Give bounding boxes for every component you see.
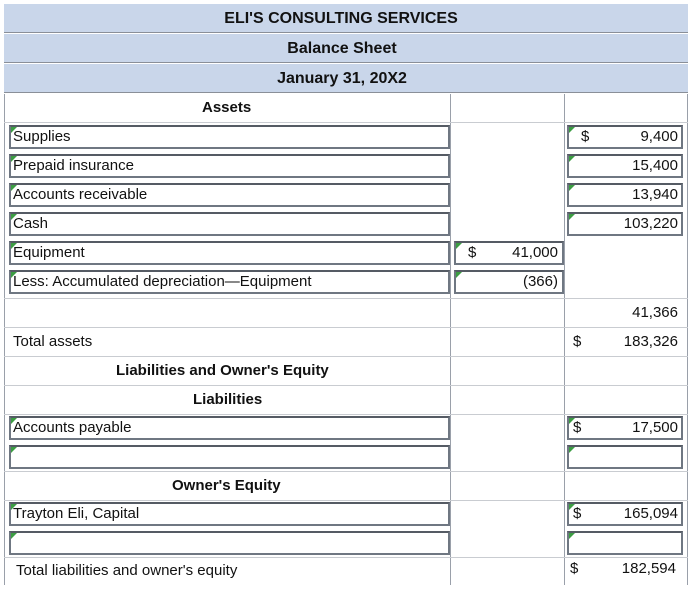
grid-line (687, 94, 688, 585)
total-assets-label: Total assets (13, 333, 93, 350)
header-company-row (4, 4, 688, 33)
supplies-amount: 9,400 (640, 128, 678, 145)
supplies-label-field[interactable] (9, 125, 450, 149)
liabilities-heading: Liabilities (193, 391, 263, 408)
total-assets-dollar-sign: $ (573, 333, 582, 350)
empty-liability-amount-field[interactable] (567, 445, 683, 469)
assets-heading: Assets (202, 99, 252, 116)
grid-line (4, 471, 688, 472)
capital-amount: 165,094 (623, 505, 678, 522)
prepaid-insurance-amount: 15,400 (632, 157, 678, 174)
accounts-receivable-label: Accounts receivable (13, 186, 148, 203)
grid-line (4, 94, 5, 585)
total-liabilities-equity-amount: 182,594 (621, 560, 676, 577)
prepaid-insurance-label: Prepaid insurance (13, 157, 134, 174)
company-name: ELI'S CONSULTING SERVICES (224, 10, 458, 27)
supplies-label: Supplies (13, 128, 71, 145)
total-liabilities-equity-label: Total liabilities and owner's equity (16, 562, 238, 579)
empty-liability-label-field[interactable] (9, 445, 450, 469)
cash-label-field[interactable] (9, 212, 450, 236)
accumulated-depreciation-amount: (366) (522, 273, 558, 290)
capital-dollar-sign: $ (573, 505, 582, 522)
cash-label: Cash (13, 215, 49, 232)
accumulated-depreciation-label: Less: Accumulated depreciation—Equipment (13, 273, 312, 290)
grid-line (4, 327, 688, 328)
equipment-amount: 41,000 (512, 244, 558, 261)
owners-equity-heading: Owner's Equity (172, 477, 281, 494)
empty-equity-label-field[interactable] (9, 531, 450, 555)
grid-line (564, 94, 565, 585)
total-liabilities-equity-dollar-sign: $ (570, 560, 579, 577)
supplies-dollar-sign: $ (581, 128, 590, 145)
cash-amount: 103,220 (623, 215, 678, 232)
accounts-payable-amount: 17,500 (632, 419, 678, 436)
grid-line (4, 356, 688, 357)
accounts-payable-label: Accounts payable (13, 419, 132, 436)
statement-date: January 31, 20X2 (277, 70, 407, 87)
statement-title: Balance Sheet (287, 40, 397, 57)
grid-line (450, 94, 451, 585)
empty-equity-amount-field[interactable] (567, 531, 683, 555)
equipment-dollar-sign: $ (468, 244, 477, 261)
equipment-label: Equipment (13, 244, 85, 261)
header-statement-row (4, 34, 688, 63)
header-date-row (4, 64, 688, 93)
accounts-payable-dollar-sign: $ (573, 419, 582, 436)
accounts-receivable-amount: 13,940 (632, 186, 678, 203)
balance-sheet (4, 4, 688, 585)
grid-line (4, 298, 688, 299)
liabilities-equity-heading: Liabilities and Owner's Equity (116, 362, 329, 379)
capital-label: Trayton Eli, Capital (13, 505, 140, 522)
net-equipment-amount: 41,366 (632, 304, 678, 321)
total-assets-amount: 183,326 (623, 333, 678, 350)
grid-line (4, 385, 688, 386)
grid-line (4, 122, 688, 123)
